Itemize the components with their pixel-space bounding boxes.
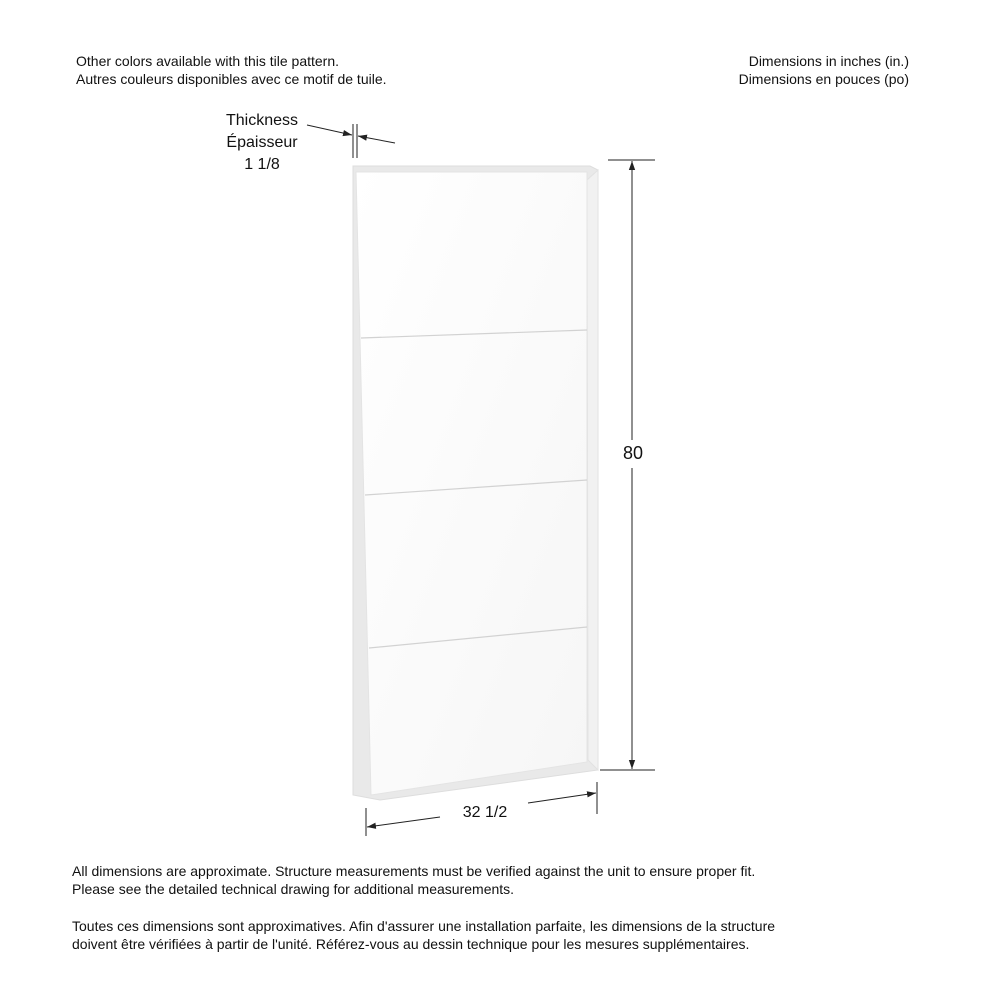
wall-panel bbox=[353, 166, 598, 800]
height-value: 80 bbox=[622, 443, 644, 463]
disclaimer-french bbox=[72, 917, 775, 953]
colors-note-english: Other colors available with this tile pattern. bbox=[76, 53, 340, 69]
thickness-arrow-left bbox=[307, 125, 352, 135]
thickness-arrow-right bbox=[358, 136, 395, 143]
width-arrow-left bbox=[367, 817, 440, 827]
panel-face bbox=[356, 172, 587, 795]
disclaimer-english-line: Please see the detailed technical drawing for additional measurements. bbox=[72, 881, 515, 897]
thickness-label-english: Thickness bbox=[225, 112, 299, 129]
units-note-english: Dimensions in inches (in.) bbox=[748, 53, 909, 69]
units-note-french: Dimensions en pouces (po) bbox=[738, 71, 909, 87]
width-value: 32 1/2 bbox=[462, 804, 508, 821]
height-dimension bbox=[600, 160, 655, 770]
thickness-value: 1 1/8 bbox=[244, 156, 280, 173]
disclaimer-french-line: doivent être vérifiées à partir de l'unité. Référez-vous au dessin technique pour les mesures supplémentaires. bbox=[72, 936, 750, 952]
panel-right-edge bbox=[587, 170, 598, 770]
thickness-label-french: Épaisseur bbox=[226, 134, 298, 151]
colors-note-french: Autres couleurs disponibles avec ce motif de tuile. bbox=[76, 71, 387, 87]
thickness-dimension bbox=[226, 112, 395, 173]
disclaimer-english bbox=[72, 862, 755, 898]
width-arrow-right bbox=[528, 793, 596, 803]
disclaimer-french-line: Toutes ces dimensions sont approximatives. Afin d'assurer une installation parfaite, les dimensions de la structure bbox=[72, 918, 776, 934]
disclaimer-english-line: All dimensions are approximate. Structure measurements must be verified against the unit to ensure proper fit. bbox=[72, 863, 756, 879]
